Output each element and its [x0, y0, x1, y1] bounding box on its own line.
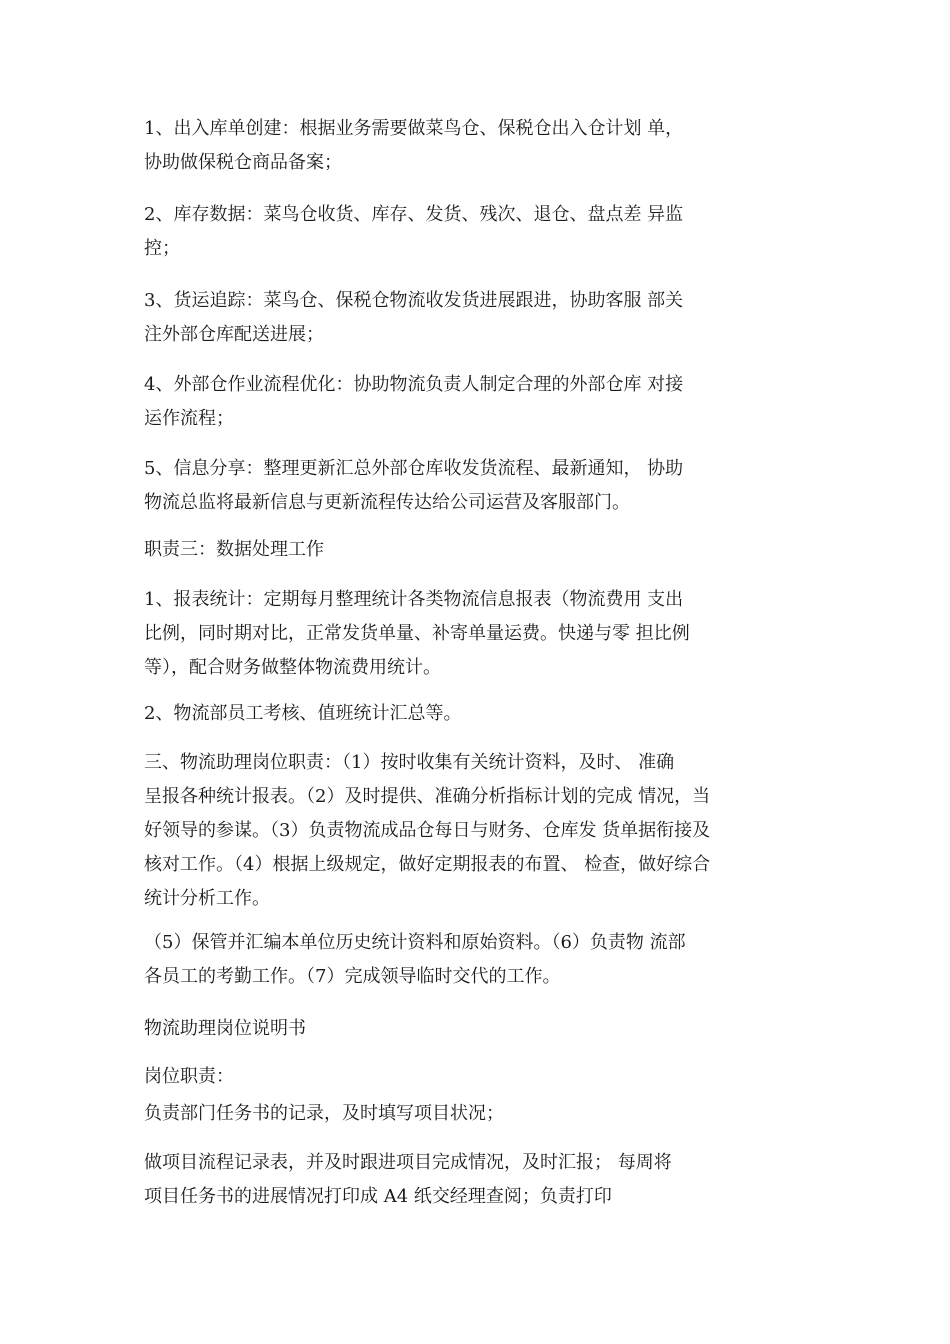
paragraph-freight-tracking — [144, 284, 844, 352]
paragraph-inventory-data — [144, 198, 844, 266]
text-line: 4、外部仓作业流程优化：协助物流负责人制定合理的外部仓库 对接 — [144, 374, 684, 395]
text-line: 等），配合财务做整体物流费用统计。 — [144, 657, 441, 678]
text-line: 1、出入库单创建：根据业务需要做菜鸟仓、保税仓出入仓计划 单， — [144, 118, 684, 139]
text-line: 核对工作。（4）根据上级规定，做好定期报表的布置、 检查，做好综合 — [144, 854, 711, 875]
section-heading-job-description — [144, 1012, 844, 1046]
text-line: （5）保管并汇编本单位历史统计资料和原始资料。（6）负责物 流部 — [144, 932, 686, 953]
paragraph-assistant-duties — [144, 746, 844, 916]
paragraph-process-optimization — [144, 368, 844, 436]
section-heading-responsibilities — [144, 1060, 844, 1094]
text-line: 1、报表统计：定期每月整理统计各类物流信息报表（物流费用 支出 — [144, 589, 684, 610]
text-line: 好领导的参谋。（3）负责物流成品仓每日与财务、仓库发 货单据衔接及 — [144, 820, 711, 841]
text-line: 各员工的考勤工作。（7）完成领导临时交代的工作。 — [144, 966, 561, 987]
text-line: 做项目流程记录表，并及时跟进项目完成情况，及时汇报； 每周将 — [144, 1152, 672, 1173]
paragraph-task-records — [144, 1097, 844, 1131]
text-line: 2、物流部员工考核、值班统计汇总等。 — [144, 703, 462, 724]
text-line: 物流助理岗位说明书 — [144, 1018, 306, 1039]
paragraph-staff-assessment — [144, 697, 844, 731]
text-line: 三、物流助理岗位职责：（1）按时收集有关统计资料，及时、 准确 — [144, 752, 675, 773]
text-line: 协助做保税仓商品备案； — [144, 152, 342, 173]
text-line: 比例，同时期对比，正常发货单量、补寄单量运费。快递与零 担比例 — [144, 623, 690, 644]
text-line: 控； — [144, 238, 180, 259]
text-line: 职责三：数据处理工作 — [144, 539, 324, 560]
text-line: 3、货运追踪：菜鸟仓、保税仓物流收发货进展跟进，协助客服 部关 — [144, 290, 684, 311]
text-line: 呈报各种统计报表。（2）及时提供、准确分析指标计划的完成 情况，当 — [144, 786, 711, 807]
text-line: 2、库存数据：菜鸟仓收货、库存、发货、残次、退仓、盘点差 异监 — [144, 204, 684, 225]
paragraph-information-sharing — [144, 452, 844, 520]
text-line: 注外部仓库配送进展； — [144, 324, 324, 345]
text-line: 运作流程； — [144, 408, 234, 429]
text-line: 负责部门任务书的记录，及时填写项目状况； — [144, 1103, 504, 1124]
text-line: 物流总监将最新信息与更新流程传达给公司运营及客服部门。 — [144, 492, 630, 513]
paragraph-assistant-duties-continued — [144, 926, 844, 994]
text-line: 5、信息分享：整理更新汇总外部仓库收发货流程、最新通知， 协助 — [144, 458, 684, 479]
text-line: 岗位职责： — [144, 1066, 234, 1087]
text-line: 项目任务书的进展情况打印成 A4 纸交经理查阅；负责打印 — [144, 1186, 612, 1207]
paragraph-outbound-order — [144, 112, 844, 180]
section-heading-duty-three — [144, 533, 844, 567]
paragraph-report-statistics — [144, 583, 844, 685]
paragraph-project-flow — [144, 1146, 844, 1214]
text-line: 统计分析工作。 — [144, 888, 270, 909]
